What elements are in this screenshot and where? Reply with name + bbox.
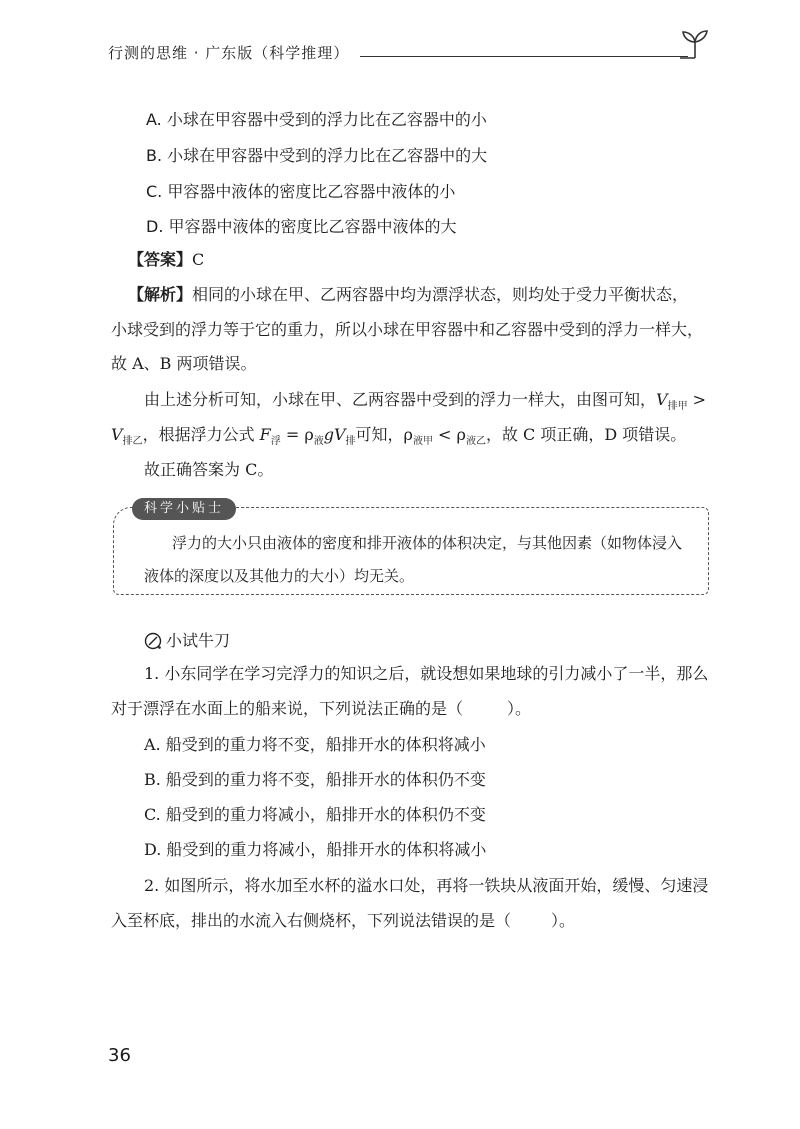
- analysis-line-5: [111, 425, 686, 452]
- page-number: 36: [108, 1045, 131, 1066]
- sub-fu: 浮: [270, 436, 281, 448]
- q2-stem-end: ）。: [551, 911, 576, 930]
- sub-ye-jia: 液甲: [412, 436, 433, 448]
- sub-ye-yi: 液乙: [465, 436, 486, 448]
- gt-sign: >: [687, 390, 707, 409]
- var-f: F: [259, 425, 271, 444]
- q1-line-2: [111, 699, 531, 719]
- q1-option-c: C. 船受到的重力将减小，船排开水的体积仍不变: [144, 805, 486, 824]
- tip-line-1: 浮力的大小只由液体的密度和排开液体的体积决定，与其他因素（如物体浸入: [172, 534, 683, 552]
- analysis-text-4: 由上述分析可知，小球在甲、乙两容器中受到的浮力一样大，由图可知，: [144, 390, 657, 409]
- var-gv: gV: [323, 425, 346, 444]
- q1-stem-end: ）。: [507, 699, 532, 718]
- analysis-label: 【解析】: [128, 285, 193, 304]
- q1-option-a: A. 船受到的重力将不变，船排开水的体积将减小: [144, 735, 486, 754]
- sprout-icon: [680, 28, 710, 60]
- analysis-line-3: 故 A、B 两项错误。: [111, 354, 257, 373]
- formula-conclude: 可知，ρ: [355, 425, 413, 444]
- answer-label: 【答案】: [128, 250, 193, 269]
- q1-option-d: D. 船受到的重力将减小，船排开水的体积将减小: [144, 840, 487, 859]
- sub-pai: 排: [345, 436, 356, 448]
- q2-line-1: 2. 如图所示，将水加至水杯的溢水口处，再将一铁块从液面开始，缓慢、匀速浸: [144, 876, 709, 895]
- sub-pai-yi: 排乙: [122, 436, 143, 448]
- lt-rho: < ρ: [432, 425, 466, 444]
- eq-rho: = ρ: [280, 425, 314, 444]
- q2-line-2: [111, 911, 575, 931]
- option-b: B. 小球在甲容器中受到的浮力比在乙容器中的大: [146, 146, 488, 165]
- option-c: C. 甲容器中液体的密度比乙容器中液体的小: [146, 182, 456, 201]
- var-v2: V: [111, 425, 123, 444]
- running-header: 行测的思维 · 广东版（科学推理）: [108, 44, 350, 62]
- analysis-line-2: 小球受到的浮力等于它的重力，所以小球在甲容器中和乙容器中受到的浮力一样大，: [111, 320, 704, 339]
- q2-stem: 入至杯底，排出的水流入右侧烧杯，下列说法错误的是（: [111, 911, 512, 930]
- analysis-line-1: [128, 285, 688, 305]
- analysis-line-6: 故正确答案为 C。: [144, 460, 274, 479]
- tip-title-badge: 科学小贴士: [132, 498, 236, 520]
- analysis-line-4: [144, 390, 706, 417]
- tip-line-2: 液体的深度以及其他力的大小）均无关。: [144, 567, 415, 585]
- q1-stem: 对于漂浮在水面上的船来说，下列说法正确的是（: [111, 699, 464, 718]
- answer-line: [128, 250, 204, 270]
- q1-option-b: B. 船受到的重力将不变，船排开水的体积仍不变: [144, 770, 486, 789]
- pencil-circle-icon: [144, 632, 162, 650]
- option-d: D. 甲容器中液体的密度比乙容器中液体的大: [146, 217, 457, 236]
- answer-value: C: [192, 250, 205, 269]
- section-title: 小试牛刀: [166, 631, 231, 650]
- formula-intro: ，根据浮力公式: [142, 425, 260, 444]
- sub-pai-jia: 排甲: [667, 401, 688, 413]
- var-v: V: [656, 390, 668, 409]
- formula-result: ，故 C 项正确，D 项错误。: [485, 425, 687, 444]
- q1-line-1: 1. 小东同学在学习完浮力的知识之后，就设想如果地球的引力减小了一半，那么: [144, 664, 709, 683]
- analysis-text-1: 相同的小球在甲、乙两容器中均为漂浮状态，则均处于受力平衡状态，: [192, 285, 689, 304]
- sub-ye: 液: [313, 436, 324, 448]
- option-a: A. 小球在甲容器中受到的浮力比在乙容器中的小: [146, 110, 487, 129]
- header-rule: [360, 56, 688, 57]
